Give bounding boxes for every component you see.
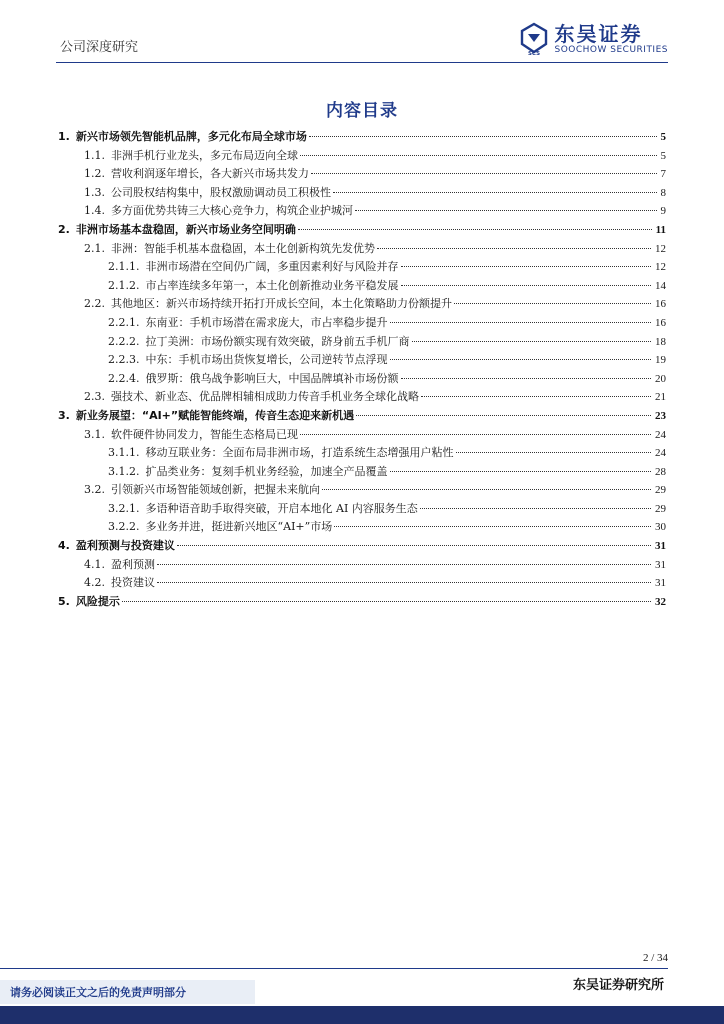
toc-leader-dots	[177, 545, 651, 546]
toc-entry-title: 多方面优势共铸三大核心竞争力，构筑企业护城河	[111, 204, 353, 218]
toc-entry-number: 3.	[58, 408, 70, 422]
toc-leader-dots	[298, 229, 652, 230]
toc-entry-number: 3.2.1.	[108, 501, 140, 515]
toc-leader-dots	[356, 415, 651, 416]
toc-leader-dots	[157, 564, 651, 565]
toc-entry[interactable]	[58, 202, 666, 221]
toc-entry-title: 非洲手机行业龙头，多元布局迈向全球	[111, 148, 298, 162]
toc-entry-title: 投资建议	[111, 576, 155, 590]
toc-leader-dots	[390, 359, 652, 360]
toc-entry-page: 28	[655, 465, 666, 478]
toc-entry-title: 俄罗斯：俄乌战争影响巨大，中国品牌填补市场份额	[145, 371, 399, 385]
toc-entry-title: 软件硬件协同发力，智能生态格局已现	[111, 427, 298, 441]
toc-entry-title: 东南亚：手机市场潜在需求庞大，市占率稳步提升	[145, 315, 388, 329]
toc-entry-number: 3.2.2.	[108, 520, 140, 534]
toc-entry-page: 16	[655, 298, 666, 311]
toc-entry-number: 4.2.	[84, 576, 105, 590]
toc-entry-number: 4.1.	[84, 557, 105, 571]
toc-entry-number: 5.	[58, 594, 70, 608]
toc-entry-page: 18	[655, 335, 666, 348]
header-divider	[56, 62, 668, 63]
toc-entry-number: 2.1.	[84, 241, 105, 255]
toc-leader-dots	[401, 378, 652, 379]
toc-entry-page: 5	[660, 131, 666, 143]
toc-leader-dots	[300, 434, 651, 435]
toc-entry-page: 20	[655, 372, 666, 385]
toc-entry[interactable]	[58, 518, 666, 537]
toc-entry[interactable]	[58, 481, 666, 500]
toc-entry[interactable]	[58, 351, 666, 370]
footer-bar	[0, 1006, 724, 1024]
toc-leader-dots	[420, 508, 651, 509]
toc-entry-page: 12	[655, 242, 666, 255]
svg-text:SCS: SCS	[528, 51, 541, 56]
toc-entry[interactable]	[58, 556, 666, 575]
toc-leader-dots	[311, 173, 657, 174]
toc-entry-page: 9	[660, 205, 666, 218]
toc-entry[interactable]	[58, 426, 666, 445]
toc-entry[interactable]	[58, 184, 666, 203]
table-of-contents	[58, 128, 666, 611]
toc-entry-title: 拉丁美洲：市场份额实现有效突破，跻身前五手机厂商	[145, 334, 410, 348]
toc-leader-dots	[421, 396, 651, 397]
toc-leader-dots	[390, 322, 652, 323]
toc-entry[interactable]	[58, 407, 666, 426]
toc-entry-page: 19	[655, 354, 666, 367]
toc-entry-number: 1.4.	[84, 204, 105, 218]
toc-leader-dots	[456, 452, 652, 453]
toc-entry-number: 2.3.	[84, 390, 105, 404]
footer-organization: 东吴证券研究所	[572, 978, 664, 993]
toc-entry[interactable]	[58, 277, 666, 296]
toc-entry[interactable]	[58, 165, 666, 184]
toc-entry-title: 新兴市场领先智能机品牌，多元化布局全球市场	[75, 130, 307, 143]
toc-entry[interactable]	[58, 500, 666, 519]
toc-leader-dots	[401, 285, 652, 286]
toc-entry[interactable]	[58, 333, 666, 352]
toc-leader-dots	[454, 303, 651, 304]
page-number: 2 / 34	[642, 952, 668, 964]
toc-entry-number: 2.2.	[84, 297, 105, 311]
toc-entry-page: 31	[655, 540, 666, 553]
toc-entry[interactable]	[58, 537, 666, 556]
toc-leader-dots	[377, 248, 651, 249]
toc-entry-number: 2.2.4.	[108, 371, 140, 385]
toc-leader-dots	[333, 192, 657, 193]
toc-entry[interactable]	[58, 444, 666, 463]
toc-leader-dots	[157, 582, 651, 583]
toc-entry-page: 8	[660, 186, 666, 199]
toc-entry-number: 3.1.1.	[108, 446, 140, 460]
report-category: 公司深度研究	[60, 40, 139, 55]
toc-entry-page: 31	[655, 577, 666, 590]
toc-entry-title: 扩品类业务：复刻手机业务经验，加速全产品覆盖	[145, 464, 388, 478]
toc-entry-title: 盈利预测与投资建议	[75, 539, 175, 553]
toc-entry-title: 强技术、新业态、优品牌相辅相成助力传音手机业务全球化战略	[111, 390, 419, 404]
soochow-logo-icon	[520, 22, 548, 56]
toc-entry[interactable]	[58, 221, 666, 240]
toc-entry-page: 23	[655, 409, 666, 422]
toc-entry-page: 16	[655, 316, 666, 329]
toc-entry-title: 中东：手机市场出货恢复增长，公司逆转节点浮现	[145, 353, 388, 367]
toc-entry-page: 24	[655, 428, 666, 441]
toc-entry-title: 移动互联业务：全面布局非洲市场，打造系统生态增强用户粘性	[145, 446, 454, 460]
toc-entry-number: 1.1.	[84, 148, 105, 162]
toc-entry-number: 2.1.1.	[108, 260, 140, 274]
toc-entry-page: 31	[655, 558, 666, 571]
toc-entry-page: 24	[655, 447, 666, 460]
toc-leader-dots	[322, 489, 651, 490]
toc-entry-number: 2.	[58, 222, 70, 236]
toc-entry-number: 1.2.	[84, 167, 105, 181]
toc-entry-title: 风险提示	[75, 594, 120, 608]
toc-entry-title: 公司股权结构集中，股权激励调动员工积极性	[111, 185, 331, 199]
toc-entry[interactable]	[58, 128, 666, 147]
toc-leader-dots	[412, 341, 652, 342]
toc-entry[interactable]	[58, 240, 666, 259]
toc-entry-title: 盈利预测	[111, 557, 155, 571]
company-logo	[520, 22, 668, 56]
toc-entry-page: 11	[655, 223, 666, 236]
disclaimer-text: 请务必阅读正文之后的免责声明部分	[10, 986, 186, 999]
toc-entry-number: 1.3.	[84, 185, 105, 199]
toc-entry[interactable]	[58, 370, 666, 389]
toc-entry[interactable]	[58, 258, 666, 277]
toc-entry-number: 4.	[58, 539, 70, 553]
toc-entry-page: 29	[655, 484, 666, 497]
toc-entry-page: 7	[660, 168, 666, 181]
logo-chinese-name: 东吴证券	[554, 22, 643, 46]
toc-entry-title: 非洲市场基本盘稳固，新兴市场业务空间明确	[75, 222, 296, 236]
toc-leader-dots	[122, 601, 651, 602]
toc-leader-dots	[300, 155, 657, 156]
toc-entry-page: 21	[655, 391, 666, 404]
toc-entry-title: 非洲：智能手机基本盘稳固，本土化创新构筑先发优势	[111, 241, 375, 255]
toc-entry-number: 2.2.1.	[108, 315, 140, 329]
toc-entry-title: 其他地区：新兴市场持续开拓打开成长空间，本土化策略助力份额提升	[111, 297, 452, 311]
toc-leader-dots	[401, 266, 652, 267]
toc-entry-page: 14	[655, 279, 666, 292]
toc-title: 内容目录	[326, 101, 398, 121]
toc-entry-number: 2.2.3.	[108, 353, 140, 367]
toc-entry-title: 营收利润逐年增长，各大新兴市场共发力	[111, 167, 309, 181]
toc-entry-title: 多语种语音助手取得突破，开启本地化 AI 内容服务生态	[145, 501, 418, 515]
toc-leader-dots	[355, 210, 657, 211]
toc-entry[interactable]	[58, 295, 666, 314]
toc-entry-page: 5	[660, 149, 666, 162]
toc-entry-page: 30	[655, 521, 666, 534]
toc-entry[interactable]	[58, 574, 666, 593]
toc-leader-dots	[334, 526, 651, 527]
toc-leader-dots	[390, 471, 652, 472]
toc-entry-number: 2.2.2.	[108, 334, 140, 348]
logo-english-name: SOOCHOW SECURITIES	[554, 45, 668, 55]
toc-entry-page: 32	[655, 595, 666, 608]
toc-entry-page: 29	[655, 502, 666, 515]
toc-entry-title: 非洲市场潜在空间仍广阔，多重因素利好与风险并存	[145, 260, 399, 274]
toc-entry[interactable]	[58, 593, 666, 612]
disclaimer-notice	[0, 980, 255, 1004]
toc-entry-title: 引领新兴市场智能领域创新，把握未来航向	[111, 483, 320, 497]
toc-entry-page: 12	[655, 261, 666, 274]
toc-entry[interactable]	[58, 314, 666, 333]
toc-entry[interactable]	[58, 147, 666, 166]
toc-entry-title: 市占率连续多年第一，本土化创新推动业务平稳发展	[145, 278, 399, 292]
footer-divider	[0, 968, 668, 969]
toc-entry-number: 2.1.2.	[108, 278, 140, 292]
toc-entry-number: 3.1.2.	[108, 464, 140, 478]
toc-entry-title: 多业务并进，挺进新兴地区“AI+”市场	[145, 520, 333, 534]
toc-entry-number: 3.1.	[84, 427, 105, 441]
toc-leader-dots	[309, 136, 657, 137]
toc-entry[interactable]	[58, 388, 666, 407]
toc-entry-number: 1.	[58, 130, 70, 143]
toc-entry-number: 3.2.	[84, 483, 105, 497]
toc-entry[interactable]	[58, 463, 666, 482]
toc-entry-title: 新业务展望：“AI+”赋能智能终端，传音生态迎来新机遇	[75, 408, 355, 422]
